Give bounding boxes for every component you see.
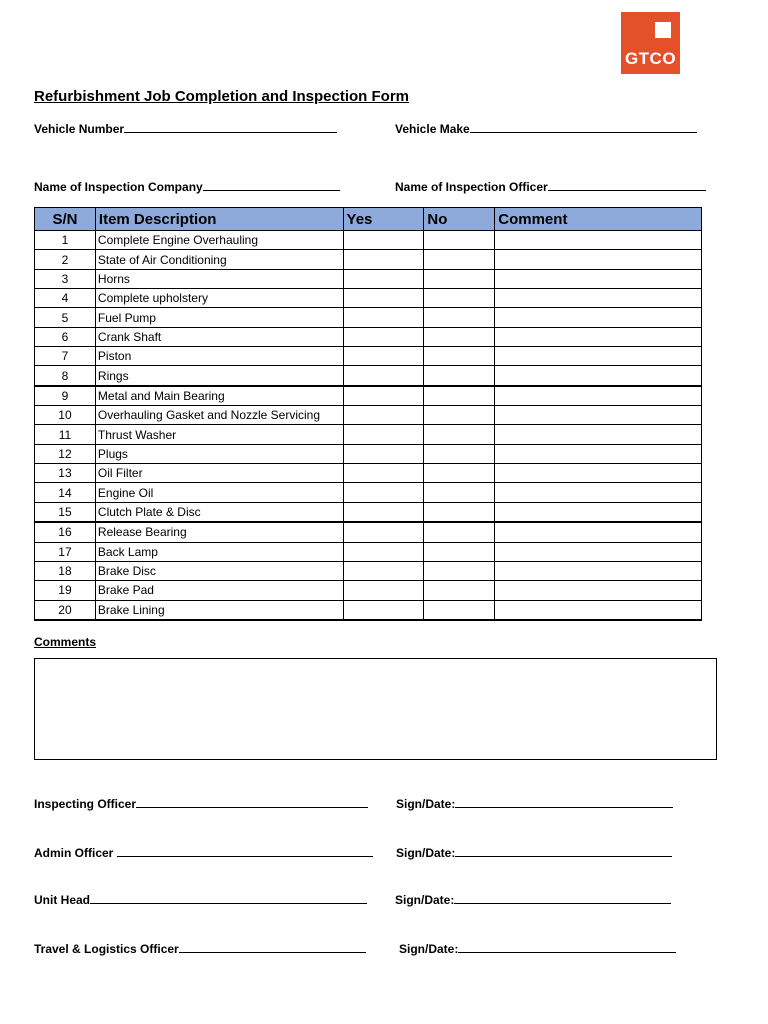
row-item-description: Horns [95, 269, 343, 288]
sign-date-line[interactable] [455, 796, 673, 808]
row-yes-cell[interactable] [343, 327, 424, 346]
row-no-cell[interactable] [424, 425, 495, 444]
table-row [35, 464, 702, 483]
row-no-cell[interactable] [424, 308, 495, 327]
table-row [35, 406, 702, 425]
admin-officer-line[interactable] [117, 845, 373, 857]
gtco-logo [621, 12, 680, 74]
table-row [35, 444, 702, 463]
row-yes-cell[interactable] [343, 366, 424, 386]
row-sn: 12 [35, 444, 96, 463]
row-no-cell[interactable] [424, 327, 495, 346]
row-comment-cell[interactable] [495, 289, 702, 308]
row-yes-cell[interactable] [343, 231, 424, 250]
vehicle-make-label: Vehicle Make [395, 122, 470, 136]
unit-head-field[interactable] [34, 892, 367, 907]
row-yes-cell[interactable] [343, 289, 424, 308]
row-yes-cell[interactable] [343, 600, 424, 620]
row-comment-cell[interactable] [495, 600, 702, 620]
row-item-description: Thrust Washer [95, 425, 343, 444]
row-yes-cell[interactable] [343, 444, 424, 463]
row-comment-cell[interactable] [495, 386, 702, 406]
row-comment-cell[interactable] [495, 347, 702, 366]
sign-date-label: Sign/Date: [396, 797, 456, 811]
inspection-items-table [34, 207, 702, 621]
row-item-description: Piston [95, 347, 343, 366]
sign-date-label: Sign/Date: [399, 942, 459, 956]
row-item-description: Release Bearing [95, 522, 343, 542]
table-row [35, 269, 702, 288]
header-sn: S/N [35, 208, 96, 231]
row-item-description: Back Lamp [95, 542, 343, 561]
row-item-description: Overhauling Gasket and Nozzle Servicing [95, 406, 343, 425]
travel-logistics-officer-field[interactable] [34, 941, 366, 956]
admin-officer-field[interactable] [34, 845, 373, 860]
row-no-cell[interactable] [424, 386, 495, 406]
row-yes-cell[interactable] [343, 269, 424, 288]
inspection-officer-field[interactable] [395, 179, 706, 194]
row-yes-cell[interactable] [343, 386, 424, 406]
row-yes-cell[interactable] [343, 522, 424, 542]
row-item-description: Rings [95, 366, 343, 386]
row-comment-cell[interactable] [495, 522, 702, 542]
inspection-company-field[interactable] [34, 179, 340, 194]
row-item-description: Crank Shaft [95, 327, 343, 346]
travel-logistics-officer-line[interactable] [179, 941, 366, 953]
row-yes-cell[interactable] [343, 250, 424, 269]
row-no-cell[interactable] [424, 581, 495, 600]
row-comment-cell[interactable] [495, 231, 702, 250]
inspecting-officer-label: Inspecting Officer [34, 797, 137, 811]
vehicle-number-field[interactable] [34, 121, 337, 136]
row-sn: 2 [35, 250, 96, 269]
table-header-row [35, 208, 702, 231]
row-no-cell[interactable] [424, 464, 495, 483]
row-comment-cell[interactable] [495, 542, 702, 561]
header-no: No [424, 208, 495, 231]
row-yes-cell[interactable] [343, 542, 424, 561]
logo-text: GTCO [624, 49, 677, 68]
row-sn: 14 [35, 483, 96, 502]
row-comment-cell[interactable] [495, 425, 702, 444]
row-sn: 1 [35, 231, 96, 250]
table-row [35, 289, 702, 308]
row-yes-cell[interactable] [343, 483, 424, 502]
row-item-description: State of Air Conditioning [95, 250, 343, 269]
row-no-cell[interactable] [424, 347, 495, 366]
row-sn: 7 [35, 347, 96, 366]
row-sn: 17 [35, 542, 96, 561]
row-no-cell[interactable] [424, 502, 495, 522]
row-comment-cell[interactable] [495, 464, 702, 483]
inspection-company-line[interactable] [203, 179, 340, 191]
row-sn: 4 [35, 289, 96, 308]
row-no-cell[interactable] [424, 542, 495, 561]
row-comment-cell[interactable] [495, 327, 702, 346]
header-comment: Comment [495, 208, 702, 231]
row-item-description: Brake Disc [95, 561, 343, 580]
row-sn: 9 [35, 386, 96, 406]
row-no-cell[interactable] [424, 231, 495, 250]
row-no-cell[interactable] [424, 444, 495, 463]
travel-logistics-officer-label: Travel & Logistics Officer [34, 942, 179, 956]
table-row [35, 425, 702, 444]
inspection-company-label: Name of Inspection Company [34, 180, 203, 194]
row-sn: 20 [35, 600, 96, 620]
vehicle-number-label: Vehicle Number [34, 122, 125, 136]
inspection-officer-line[interactable] [548, 179, 706, 191]
row-sn: 11 [35, 425, 96, 444]
unit-head-sign-date-field[interactable] [395, 892, 671, 907]
row-no-cell[interactable] [424, 366, 495, 386]
row-no-cell[interactable] [424, 561, 495, 580]
vehicle-make-field[interactable] [395, 121, 697, 136]
table-row [35, 581, 702, 600]
table-row [35, 502, 702, 522]
row-item-description: Complete upholstery [95, 289, 343, 308]
row-item-description: Clutch Plate & Disc [95, 502, 343, 522]
sign-date-line[interactable] [458, 941, 676, 953]
row-yes-cell[interactable] [343, 347, 424, 366]
row-comment-cell[interactable] [495, 366, 702, 386]
row-yes-cell[interactable] [343, 406, 424, 425]
table-row [35, 308, 702, 327]
row-comment-cell[interactable] [495, 581, 702, 600]
comments-box[interactable] [34, 658, 717, 760]
row-no-cell[interactable] [424, 406, 495, 425]
row-yes-cell[interactable] [343, 308, 424, 327]
unit-head-label: Unit Head [34, 893, 91, 907]
table-row [35, 250, 702, 269]
vehicle-number-line[interactable] [124, 121, 337, 133]
row-no-cell[interactable] [424, 250, 495, 269]
row-sn: 16 [35, 522, 96, 542]
row-comment-cell[interactable] [495, 483, 702, 502]
travel-logistics-sign-date-field[interactable] [399, 941, 676, 956]
table-row [35, 542, 702, 561]
row-comment-cell[interactable] [495, 444, 702, 463]
sign-date-label: Sign/Date: [396, 846, 456, 860]
row-comment-cell[interactable] [495, 561, 702, 580]
table-row [35, 483, 702, 502]
row-no-cell[interactable] [424, 600, 495, 620]
row-item-description: Fuel Pump [95, 308, 343, 327]
row-comment-cell[interactable] [495, 502, 702, 522]
row-item-description: Complete Engine Overhauling [95, 231, 343, 250]
table-row [35, 386, 702, 406]
row-comment-cell[interactable] [495, 308, 702, 327]
row-yes-cell[interactable] [343, 581, 424, 600]
row-item-description: Metal and Main Bearing [95, 386, 343, 406]
sign-date-line[interactable] [454, 892, 671, 904]
row-no-cell[interactable] [424, 289, 495, 308]
row-sn: 3 [35, 269, 96, 288]
row-comment-cell[interactable] [495, 269, 702, 288]
row-yes-cell[interactable] [343, 425, 424, 444]
row-item-description: Brake Lining [95, 600, 343, 620]
header-yes: Yes [343, 208, 424, 231]
sign-date-label: Sign/Date: [395, 893, 455, 907]
table-row [35, 561, 702, 580]
row-sn: 13 [35, 464, 96, 483]
row-item-description: Oil Filter [95, 464, 343, 483]
inspection-officer-label: Name of Inspection Officer [395, 180, 548, 194]
admin-officer-sign-date-field[interactable] [396, 845, 672, 860]
table-row [35, 522, 702, 542]
row-sn: 5 [35, 308, 96, 327]
table-row [35, 231, 702, 250]
row-item-description: Engine Oil [95, 483, 343, 502]
row-sn: 15 [35, 502, 96, 522]
row-sn: 10 [35, 406, 96, 425]
row-item-description: Plugs [95, 444, 343, 463]
table-row [35, 366, 702, 386]
table-row [35, 347, 702, 366]
row-no-cell[interactable] [424, 483, 495, 502]
comments-label: Comments [34, 635, 97, 649]
row-comment-cell[interactable] [495, 250, 702, 269]
table-row [35, 600, 702, 620]
unit-head-line[interactable] [90, 892, 367, 904]
row-sn: 8 [35, 366, 96, 386]
row-no-cell[interactable] [424, 522, 495, 542]
admin-officer-label: Admin Officer [34, 846, 114, 860]
vehicle-make-line[interactable] [470, 121, 697, 133]
inspecting-officer-field[interactable] [34, 796, 368, 811]
table-row [35, 327, 702, 346]
row-item-description: Brake Pad [95, 581, 343, 600]
header-item-description: Item Description [95, 208, 343, 231]
form-title: Refurbishment Job Completion and Inspection Form [34, 88, 410, 105]
inspecting-officer-line[interactable] [136, 796, 368, 808]
row-sn: 19 [35, 581, 96, 600]
logo-square-icon [655, 22, 671, 38]
row-no-cell[interactable] [424, 269, 495, 288]
inspecting-officer-sign-date-field[interactable] [396, 796, 673, 811]
row-sn: 18 [35, 561, 96, 580]
row-comment-cell[interactable] [495, 406, 702, 425]
sign-date-line[interactable] [455, 845, 672, 857]
row-yes-cell[interactable] [343, 561, 424, 580]
row-yes-cell[interactable] [343, 464, 424, 483]
row-sn: 6 [35, 327, 96, 346]
row-yes-cell[interactable] [343, 502, 424, 522]
